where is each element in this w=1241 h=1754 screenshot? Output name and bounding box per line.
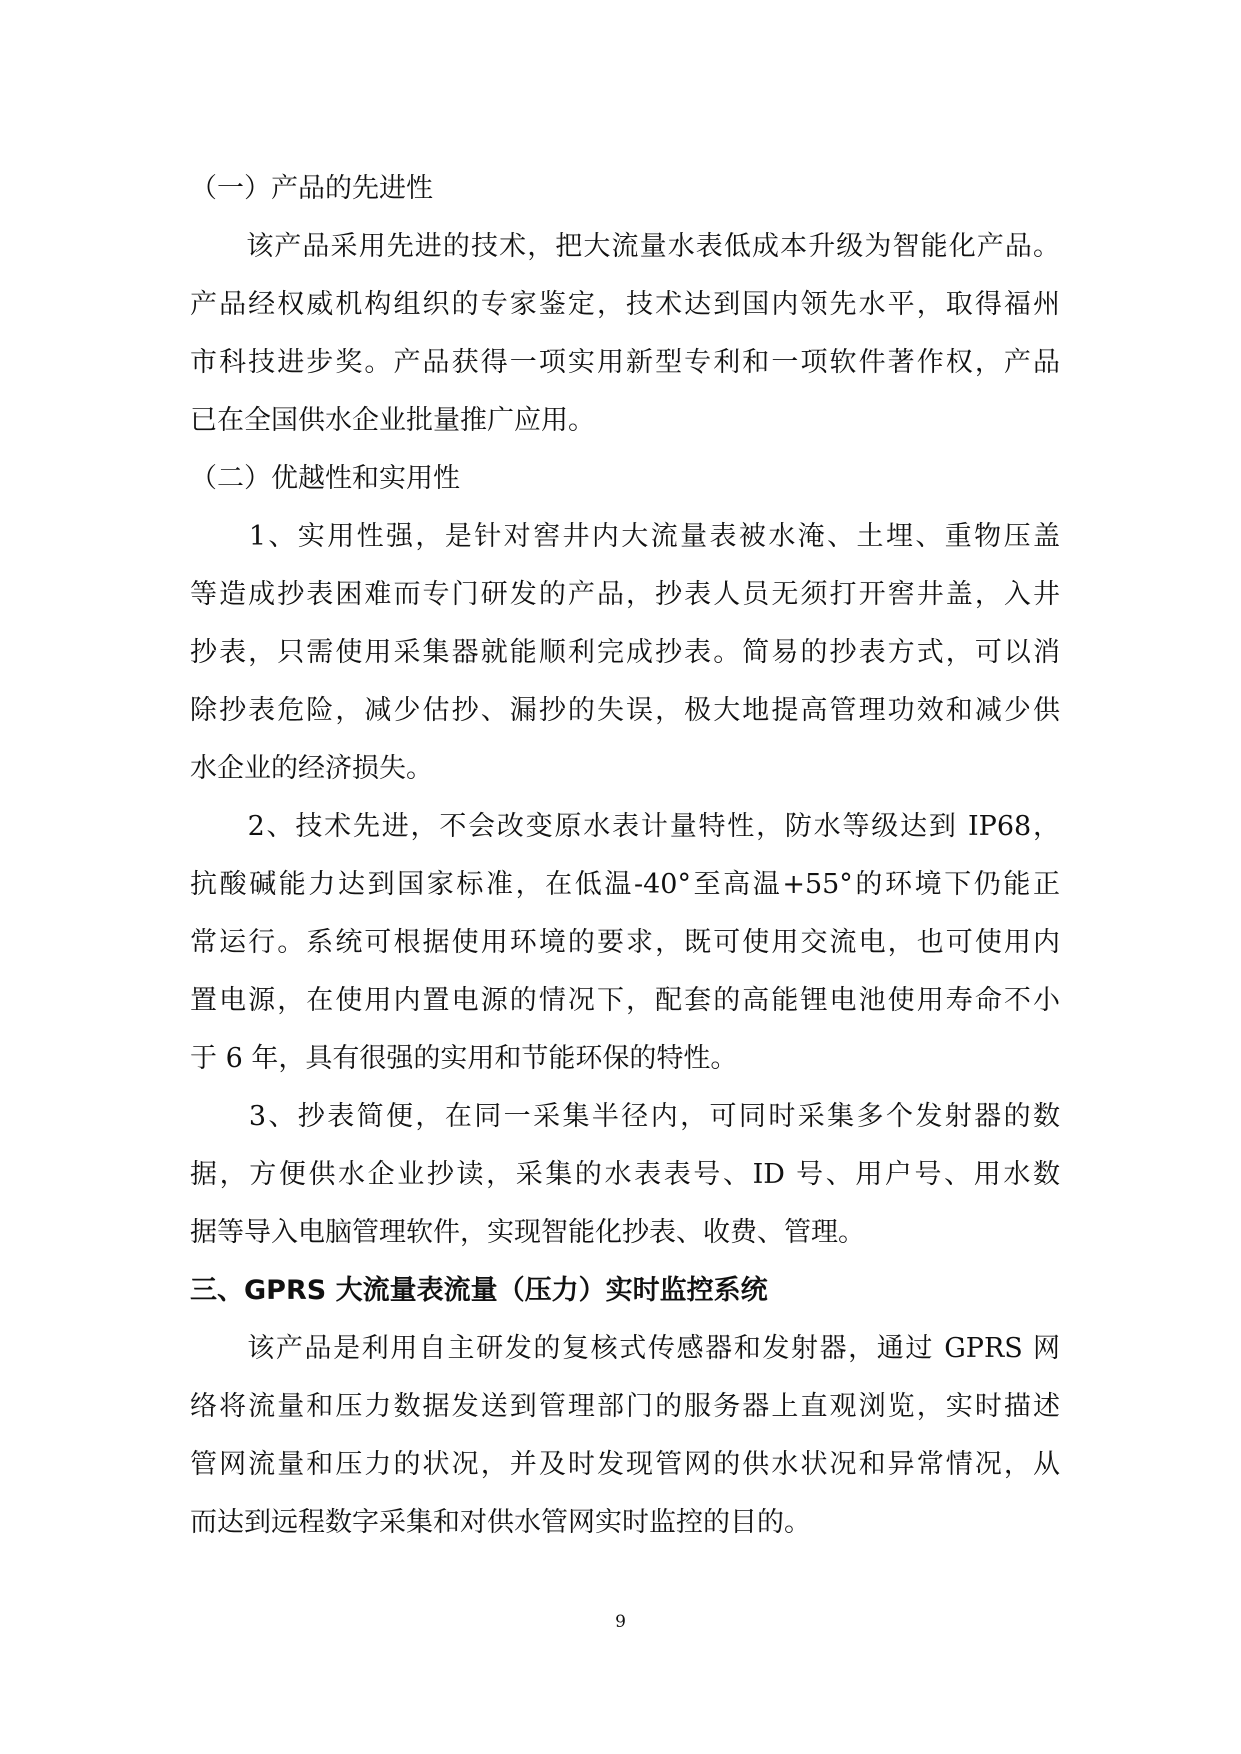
text-line: 于 6 年，具有很强的实用和节能环保的特性。 [190, 1043, 738, 1074]
text-line: （二）优越性和实用性 [190, 463, 460, 494]
paragraph [190, 1320, 1060, 1552]
text-line: （一）产品的先进性 [190, 173, 433, 204]
text-line: 三、GPRS 大流量表流量（压力）实时监控系统 [190, 1275, 768, 1306]
subheading [190, 450, 1060, 508]
page-number: 9 [615, 1612, 626, 1632]
paragraph [190, 798, 1060, 1088]
text-line: 1、实用性强，是针对窖井内大流量表被水淹、土埋、重物压盖 [190, 521, 1060, 552]
document-body [190, 160, 1060, 1552]
text-line: 络将流量和压力数据发送到管理部门的服务器上直观浏览，实时描述 [190, 1391, 1060, 1422]
paragraph [190, 218, 1060, 450]
text-line: 置电源，在使用内置电源的情况下，配套的高能锂电池使用寿命不小 [190, 985, 1060, 1016]
text-line: 抄表，只需使用采集器就能顺利完成抄表。简易的抄表方式，可以消 [190, 637, 1060, 668]
subheading [190, 160, 1060, 218]
text-line: 而达到远程数字采集和对供水管网实时监控的目的。 [190, 1507, 811, 1538]
text-line: 水企业的经济损失。 [190, 753, 433, 784]
paragraph [190, 508, 1060, 798]
text-line: 据，方便供水企业抄读，采集的水表表号、ID 号、用户号、用水数 [190, 1159, 1060, 1190]
text-line: 已在全国供水企业批量推广应用。 [190, 405, 595, 436]
text-line: 该产品采用先进的技术，把大流量水表低成本升级为智能化产品。 [190, 231, 1060, 262]
text-line: 管网流量和压力的状况，并及时发现管网的供水状况和异常情况，从 [190, 1449, 1060, 1480]
text-line: 产品经权威机构组织的专家鉴定，技术达到国内领先水平，取得福州 [190, 289, 1060, 320]
text-line: 等造成抄表困难而专门研发的产品，抄表人员无须打开窖井盖，入井 [190, 579, 1060, 610]
section-heading [190, 1262, 1060, 1320]
text-line: 3、抄表简便，在同一采集半径内，可同时采集多个发射器的数 [190, 1101, 1060, 1132]
text-line: 据等导入电脑管理软件，实现智能化抄表、收费、管理。 [190, 1217, 865, 1248]
text-line: 抗酸碱能力达到国家标准，在低温-40°至高温+55°的环境下仍能正 [190, 869, 1060, 900]
paragraph [190, 1088, 1060, 1262]
text-line: 除抄表危险，减少估抄、漏抄的失误，极大地提高管理功效和减少供 [190, 695, 1060, 726]
text-line: 常运行。系统可根据使用环境的要求，既可使用交流电，也可使用内 [190, 927, 1060, 958]
text-line: 该产品是利用自主研发的复核式传感器和发射器，通过 GPRS 网 [190, 1333, 1060, 1364]
text-line: 市科技进步奖。产品获得一项实用新型专利和一项软件著作权，产品 [190, 347, 1060, 378]
text-line: 2、技术先进，不会改变原水表计量特性，防水等级达到 IP68， [190, 811, 1060, 842]
